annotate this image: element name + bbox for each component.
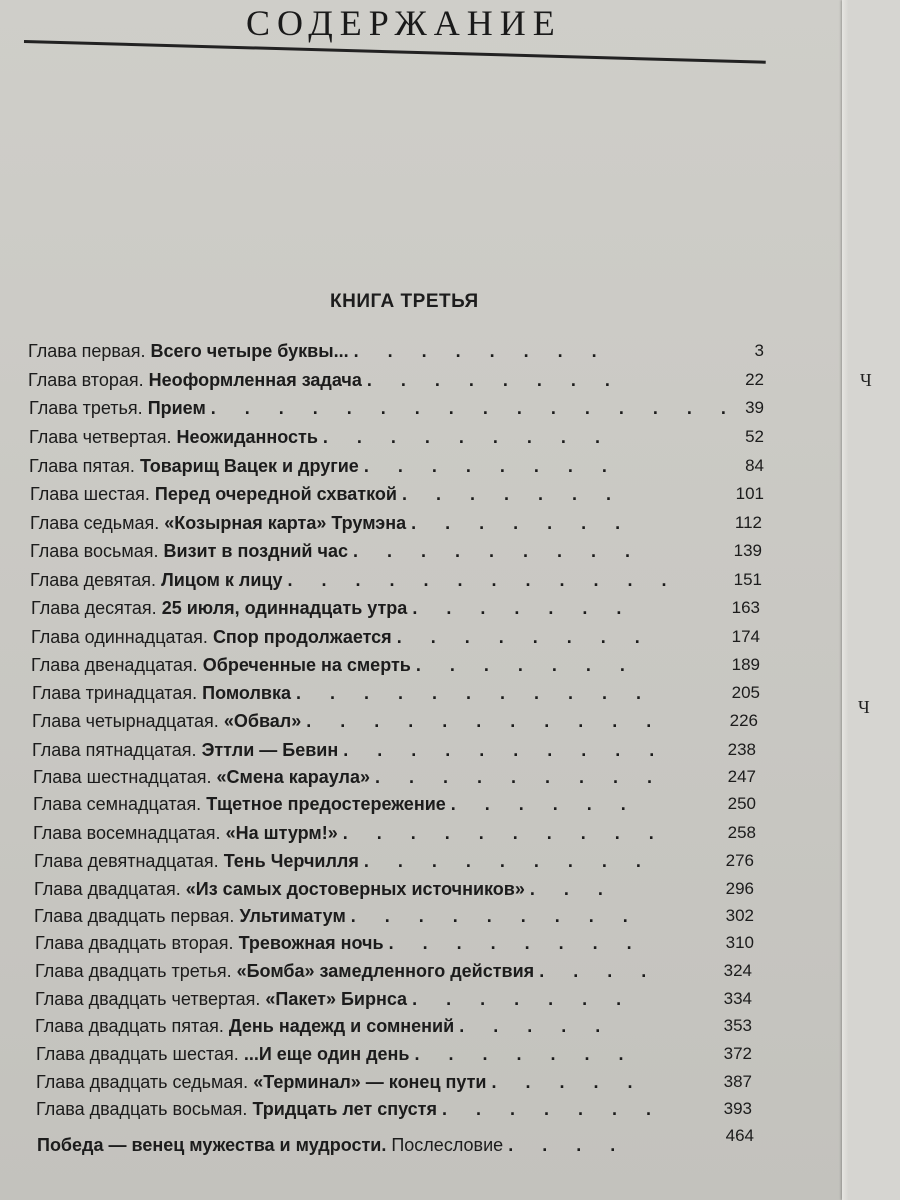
leader-dots: . . . . . . . . <box>366 370 622 390</box>
toc-entry <box>33 764 664 790</box>
leader-dots: . . . . . <box>459 1016 613 1036</box>
toc-entry <box>29 395 738 421</box>
page-number: 464 <box>725 1126 754 1145</box>
afterword-label: Послесловие <box>391 1135 504 1155</box>
chapter-title: Эттли — Бевин <box>201 740 339 760</box>
chapter-title: Победа — венец мужества и мудрости. <box>37 1135 387 1155</box>
toc-entry <box>37 1132 627 1158</box>
leader-dots: . . . . . . . . . . <box>343 740 667 760</box>
next-page-mark: Ч <box>858 697 870 717</box>
toc-entry <box>32 680 653 706</box>
toc-entry <box>31 595 633 621</box>
chapter-label: Глава седьмая. <box>30 513 160 533</box>
page-number: 296 <box>725 879 754 898</box>
toc-entry <box>32 708 663 734</box>
page-title: СОДЕРЖАНИЕ <box>246 3 562 43</box>
chapter-label: Глава одиннадцатая. <box>31 627 208 647</box>
chapter-title: Неоформленная задача <box>148 370 362 390</box>
toc-entry <box>28 338 609 364</box>
chapter-title: Ультиматум <box>239 906 346 926</box>
chapter-title: «Обвал» <box>223 711 302 731</box>
leader-dots: . . . . . . . <box>412 598 634 618</box>
page-number: 276 <box>725 851 754 870</box>
chapter-label: Глава вторая. <box>28 370 144 390</box>
chapter-title: «Терминал» — конец пути <box>253 1072 487 1092</box>
chapter-title: Спор продолжается <box>212 627 392 647</box>
page-number: 258 <box>727 823 756 842</box>
page-number: 310 <box>725 933 754 952</box>
chapter-label: Глава девятнадцатая. <box>34 851 219 871</box>
chapter-label: Глава шестнадцатая. <box>33 767 212 787</box>
leader-dots: . . . . . . . . . . . . . . . . <box>210 398 738 418</box>
chapter-title: «Козырная карта» Трумэна <box>164 513 407 533</box>
leader-dots: . . . . . . . . <box>388 933 644 953</box>
chapter-title: Тень Черчилля <box>223 851 359 871</box>
chapter-label: Глава восьмая. <box>30 541 159 561</box>
leader-dots: . . . <box>529 879 615 899</box>
leader-dots: . . . . . . . <box>401 484 623 504</box>
leader-dots: . . . . . . . <box>415 655 637 675</box>
chapter-label: Глава девятая. <box>30 570 157 590</box>
chapter-title: Прием <box>147 398 206 418</box>
leader-dots: . . . . . . . <box>414 1044 636 1064</box>
chapter-title: Визит в поздний час <box>163 541 348 561</box>
chapter-title: ...И еще один день <box>243 1044 410 1064</box>
page-number: 205 <box>731 683 760 702</box>
chapter-label: Глава двадцать седьмая. <box>36 1072 249 1092</box>
chapter-title: 25 июля, одиннадцать утра <box>161 598 408 618</box>
leader-dots: . . . . . . . . . . <box>342 823 666 843</box>
leader-dots: . . . . . . . . . <box>375 767 665 787</box>
leader-dots: . . . . . . . . . . . . <box>287 570 679 590</box>
chapter-label: Глава двадцать вторая. <box>35 933 234 953</box>
next-page-mark: Ч <box>860 370 872 390</box>
chapter-label: Глава двадцать третья. <box>35 961 232 981</box>
chapter-label: Глава двадцатая. <box>34 879 181 899</box>
leader-dots: . . . . . . . . . <box>350 906 640 926</box>
chapter-title: «Смена караула» <box>216 767 370 787</box>
chapter-label: Глава двадцать шестая. <box>36 1044 239 1064</box>
leader-dots: . . . . <box>539 961 659 981</box>
page-number: 52 <box>745 427 764 446</box>
chapter-title: Помолвка <box>202 683 291 703</box>
leader-dots: . . . . . . . <box>411 513 633 533</box>
page-number: 238 <box>727 740 756 759</box>
chapter-title: День надежд и сомнений <box>228 1016 455 1036</box>
page-number: 247 <box>727 767 756 786</box>
chapter-label: Глава четырнадцатая. <box>32 711 219 731</box>
leader-dots: . . . . . . . . . <box>363 851 653 871</box>
chapter-title: Тридцать лет спустя <box>252 1099 437 1119</box>
chapter-label: Глава двадцать первая. <box>34 906 235 926</box>
chapter-title: «На штурм!» <box>225 823 338 843</box>
leader-dots: . . . . . . . . . <box>322 427 612 447</box>
chapter-label: Глава двадцать пятая. <box>35 1016 224 1036</box>
page-number: 387 <box>723 1072 752 1091</box>
toc-entry <box>29 424 612 450</box>
toc-entry <box>30 567 679 593</box>
toc-entry <box>30 510 632 536</box>
page-number: 334 <box>723 989 752 1008</box>
page-number: 393 <box>723 1099 752 1118</box>
toc-entry <box>34 903 640 929</box>
chapter-title: Обреченные на смерть <box>202 655 411 675</box>
leader-dots: . . . . . . . . . . . <box>306 711 664 731</box>
toc-entry <box>33 820 666 846</box>
page-number: 353 <box>723 1016 752 1035</box>
toc-entry <box>36 1096 663 1122</box>
chapter-title: Товарищ Вацек и другие <box>139 456 359 476</box>
chapter-label: Глава пятая. <box>29 456 135 476</box>
page-number: 139 <box>733 541 762 560</box>
toc-entry <box>30 538 642 564</box>
toc-entry <box>31 652 637 678</box>
leader-dots: . . . . . . . . . <box>353 541 643 561</box>
toc-entry <box>35 1013 612 1039</box>
chapter-label: Глава третья. <box>29 398 143 418</box>
toc-entry <box>36 1041 636 1067</box>
toc-entry <box>34 876 615 902</box>
chapter-label: Глава двенадцатая. <box>31 655 198 675</box>
page-number: 372 <box>723 1044 752 1063</box>
toc-entry <box>35 958 658 984</box>
toc-entry <box>32 737 666 763</box>
leader-dots: . . . . . . . . <box>353 341 609 361</box>
page-number: 39 <box>745 398 764 417</box>
toc-entry <box>30 481 623 507</box>
chapter-label: Глава двадцать четвертая. <box>35 989 261 1009</box>
chapter-label: Глава четвертая. <box>29 427 172 447</box>
chapter-label: Глава десятая. <box>31 598 157 618</box>
page-number: 302 <box>725 906 754 925</box>
toc-entry <box>35 986 633 1012</box>
page-number: 189 <box>731 655 760 674</box>
chapter-label: Глава тринадцатая. <box>32 683 198 703</box>
chapter-title: Перед очередной схваткой <box>154 484 397 504</box>
toc-entry <box>34 848 653 874</box>
chapter-label: Глава семнадцатая. <box>33 794 202 814</box>
page-number: 163 <box>731 598 760 617</box>
leader-dots: . . . . . . . <box>412 989 634 1009</box>
chapter-title: «Бомба» замедленного действия <box>236 961 535 981</box>
chapter-title: Всего четыре буквы... <box>150 341 349 361</box>
chapter-title: «Пакет» Бирнса <box>265 989 408 1009</box>
next-page-strip <box>848 0 900 1200</box>
chapter-label: Глава шестая. <box>30 484 150 504</box>
page-number: 250 <box>727 794 756 813</box>
toc-entry <box>31 624 652 650</box>
leader-dots: . . . . <box>508 1135 628 1155</box>
toc-entry <box>36 1069 645 1095</box>
chapter-label: Глава двадцать восьмая. <box>36 1099 248 1119</box>
leader-dots: . . . . . . <box>450 794 638 814</box>
page-number: 226 <box>729 711 758 730</box>
page-number: 3 <box>754 341 764 360</box>
chapter-title: Тревожная ночь <box>238 933 384 953</box>
chapter-title: «Из самых достоверных источников» <box>185 879 525 899</box>
toc-entry <box>29 453 619 479</box>
page-number: 112 <box>734 513 762 532</box>
page-number: 101 <box>735 484 764 503</box>
section-heading: КНИГА ТРЕТЬЯ <box>330 291 479 312</box>
page-number: 174 <box>731 627 760 646</box>
chapter-title: Лицом к лицу <box>161 570 283 590</box>
leader-dots: . . . . . . . . <box>363 456 619 476</box>
chapter-label: Глава первая. <box>28 341 146 361</box>
page-number: 324 <box>723 961 752 980</box>
leader-dots: . . . . . . . <box>442 1099 664 1119</box>
chapter-title: Тщетное предостережение <box>206 794 446 814</box>
leader-dots: . . . . . <box>491 1072 645 1092</box>
toc-entry <box>33 791 638 817</box>
chapter-label: Глава восемнадцатая. <box>33 823 221 843</box>
chapter-label: Глава пятнадцатая. <box>32 740 197 760</box>
chapter-title: Неожиданность <box>176 427 318 447</box>
page-number: 151 <box>733 570 762 589</box>
leader-dots: . . . . . . . . . . . <box>296 683 654 703</box>
page-number: 22 <box>745 370 764 389</box>
toc-entry <box>35 930 644 956</box>
toc-entry <box>28 367 622 393</box>
page-number: 84 <box>745 456 764 475</box>
leader-dots: . . . . . . . . <box>396 627 652 647</box>
